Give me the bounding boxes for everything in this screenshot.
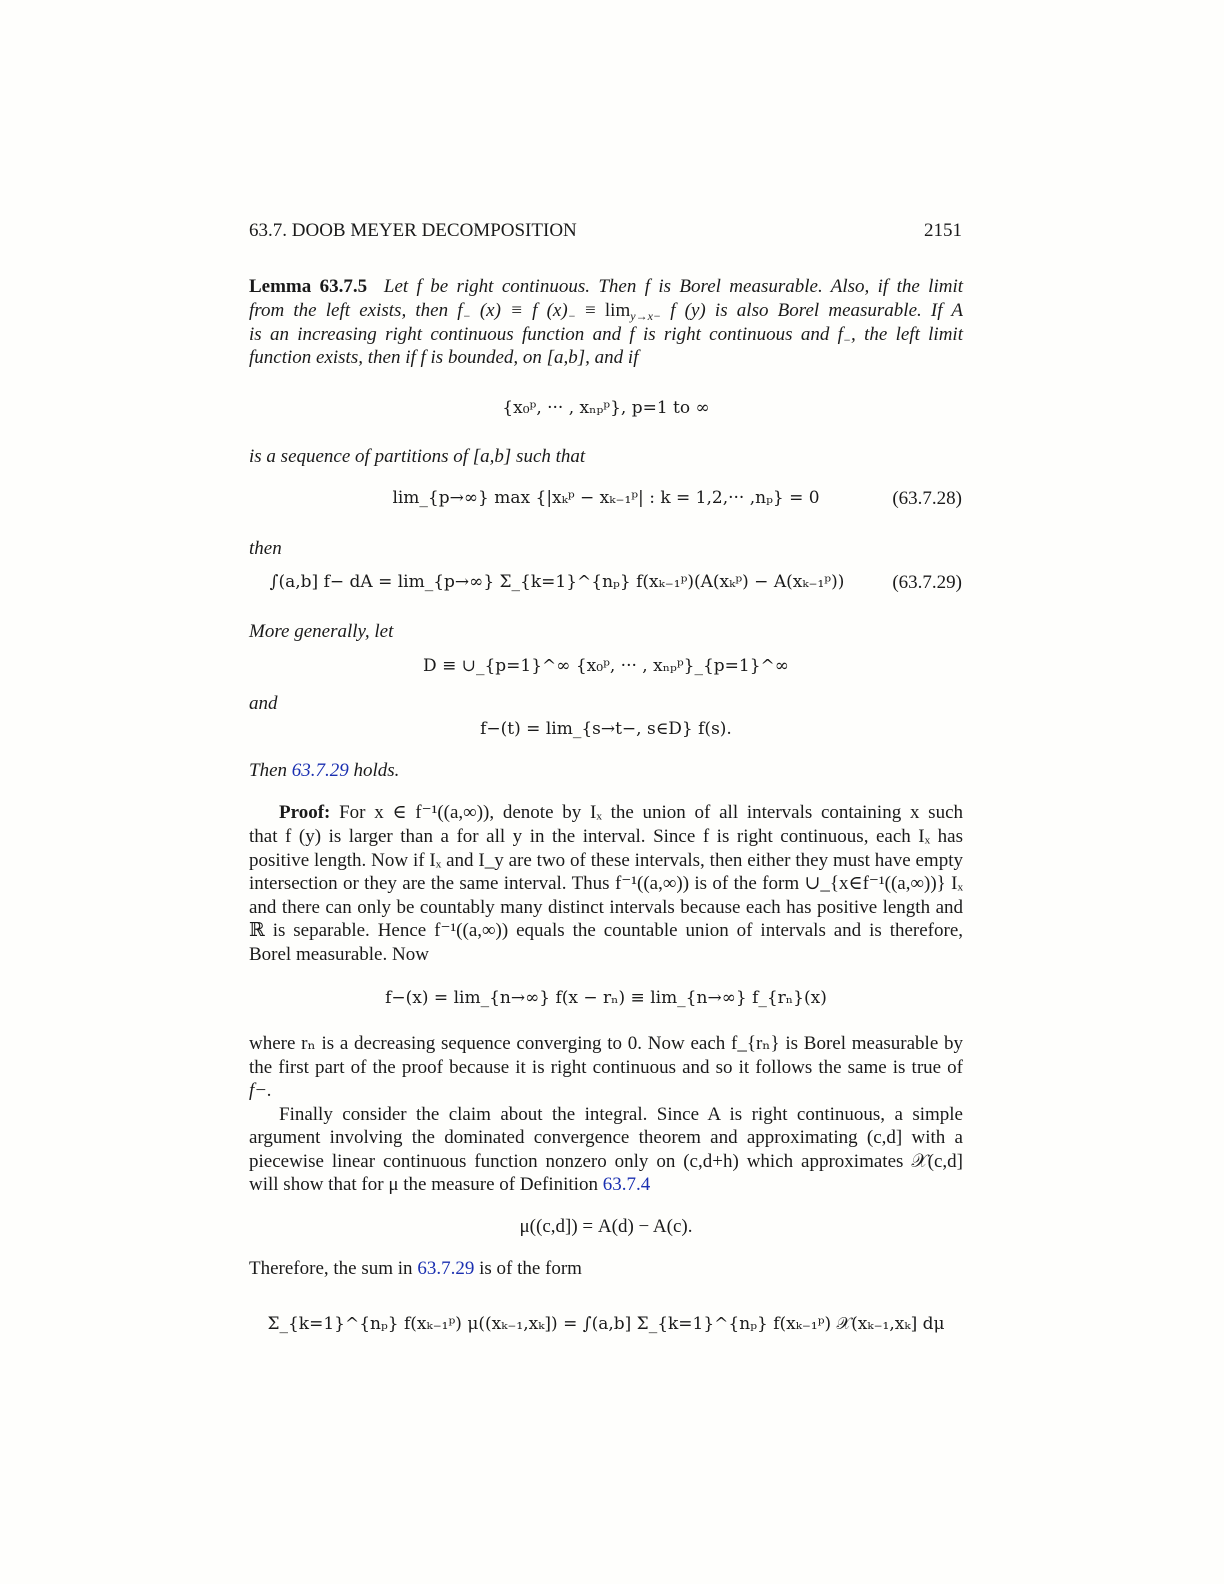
proof-line-15 <box>249 1258 963 1280</box>
proof-line-2: that f (y) is larger than a for all y in the interval. Since f is right continuous, each Iₓ has <box>249 826 963 847</box>
lemma-text-3: is an increasing right continuous function and f is right continuous and f <box>249 324 843 345</box>
proof-line-14 <box>249 1174 963 1196</box>
proof-line-12: argument involving the dominated convergence theorem and approximating (c,d] with a <box>249 1127 963 1148</box>
proof-line-3: positive length. Now if Iₓ and I_y are two of these intervals, then either they must have empty <box>249 850 963 871</box>
D-definition-equation: D ≡ ∪_{p=1}^∞ {x₀ᵖ, ··· , xₙₚᵖ}_{p=1}^∞ <box>423 656 789 676</box>
then-holds-a: Then <box>249 760 287 781</box>
running-header-section: 63.7. DOOB MEYER DECOMPOSITION <box>249 220 577 241</box>
lemma-line-1 <box>249 276 963 298</box>
lemma-text-2c: ≡ lim <box>585 300 631 321</box>
f-minus-definition-equation: f−(t) = lim_{s→t−, s∈D} f(s). <box>480 719 732 739</box>
lemma-line-4: function exists, then if f is bounded, on [a,b], and if <box>249 347 639 368</box>
lemma-label: Lemma 63.7.5 <box>249 276 368 297</box>
lemma-text-1: Let f be right continuous. Then f is Borel measurable. Also, if the limit <box>383 276 963 297</box>
lemma-text-2b: (x) ≡ f (x) <box>479 300 568 321</box>
definition-link-63-7-4[interactable]: 63.7.4 <box>602 1174 651 1195</box>
equation-link-63-7-29[interactable]: 63.7.29 <box>291 760 349 781</box>
proof-line-7: Borel measurable. Now <box>249 944 429 965</box>
minus-subscript: − <box>462 309 471 323</box>
proof-text-15a: Therefore, the sum in <box>249 1258 413 1279</box>
mu-equation: μ((c,d]) = A(d) − A(c). <box>519 1216 693 1237</box>
lemma-text-2a: from the left exists, then f <box>249 300 463 321</box>
lemma-line-2 <box>249 300 963 327</box>
final-sum-integral-equation: Σ_{k=1}^{nₚ} f(xₖ₋₁ᵖ) μ((xₖ₋₁,xₖ]) = ∫(a,b] Σ_{k=1}^{nₚ} f(xₖ₋₁ᵖ) 𝒳(xₖ₋₁,xₖ] dμ <box>267 1314 945 1334</box>
proof-line-9: the first part of the proof because it is right continuous and so it follows the same is true of <box>249 1057 963 1078</box>
then-label: then <box>249 538 282 559</box>
proof-text-15b: is of the form <box>479 1258 582 1279</box>
equation-number-28: (63.7.28) <box>892 488 962 509</box>
equation-63-7-29: ∫(a,b] f− dA = lim_{p→∞} Σ_{k=1}^{nₚ} f(xₖ₋₁ᵖ)(A(xₖᵖ) − A(xₖ₋₁ᵖ)) <box>269 572 845 592</box>
minus-subscript: − <box>567 309 576 323</box>
proof-line-11: Finally consider the claim about the integral. Since A is right continuous, a simple <box>279 1104 963 1125</box>
proof-line-8: where rₙ is a decreasing sequence converging to 0. Now each f_{rₙ} is Borel measurable by <box>249 1033 963 1054</box>
proof-line-4: intersection or they are the same interval. Thus f⁻¹((a,∞)) is of the form ∪_{x∈f⁻¹((a,∞))} Iₓ <box>249 873 963 894</box>
then-holds-b: holds. <box>353 760 400 781</box>
proof-line-1 <box>249 802 963 824</box>
partition-sequence-equation: {x₀ᵖ, ··· , xₙₚᵖ}, p=1 to ∞ <box>502 398 710 418</box>
lemma-text-2-sub: y→x− <box>630 309 661 323</box>
lemma-text-2d: f (y) is also Borel measurable. If A <box>670 300 963 321</box>
proof-text-1: For x ∈ f⁻¹((a,∞)), denote by Iₓ the union of all intervals containing x such <box>339 802 964 823</box>
page-number: 2151 <box>924 220 962 241</box>
equation-link-63-7-29-b[interactable]: 63.7.29 <box>417 1258 475 1279</box>
then-holds-line <box>249 760 963 782</box>
indent <box>249 802 279 823</box>
lemma-text-3b: , the left limit <box>851 324 963 345</box>
proof-text-14: will show that for μ the measure of Definition <box>249 1174 598 1195</box>
f-minus-limit-equation: f−(x) = lim_{n→∞} f(x − rₙ) ≡ lim_{n→∞} f_{rₙ}(x) <box>385 988 827 1008</box>
lemma-line-5: is a sequence of partitions of [a,b] such that <box>249 446 586 467</box>
minus-subscript: − <box>842 333 852 347</box>
equation-number-29: (63.7.29) <box>892 572 962 593</box>
more-generally-label: More generally, let <box>249 621 394 642</box>
proof-line-13: piecewise linear continuous function nonzero only on (c,d+h) which approximates 𝒳(c,d] <box>249 1151 963 1172</box>
and-label: and <box>249 693 278 714</box>
proof-line-6: ℝ is separable. Hence f⁻¹((a,∞)) equals the countable union of intervals and is therefore, <box>249 920 963 941</box>
proof-line-10: f−. <box>249 1080 272 1101</box>
proof-line-5: and there can only be countably many distinct intervals because each has positive length and <box>249 897 963 918</box>
proof-label: Proof: <box>279 802 331 823</box>
equation-63-7-28: lim_{p→∞} max {|xₖᵖ − xₖ₋₁ᵖ| : k = 1,2,··· ,nₚ} = 0 <box>392 488 820 508</box>
